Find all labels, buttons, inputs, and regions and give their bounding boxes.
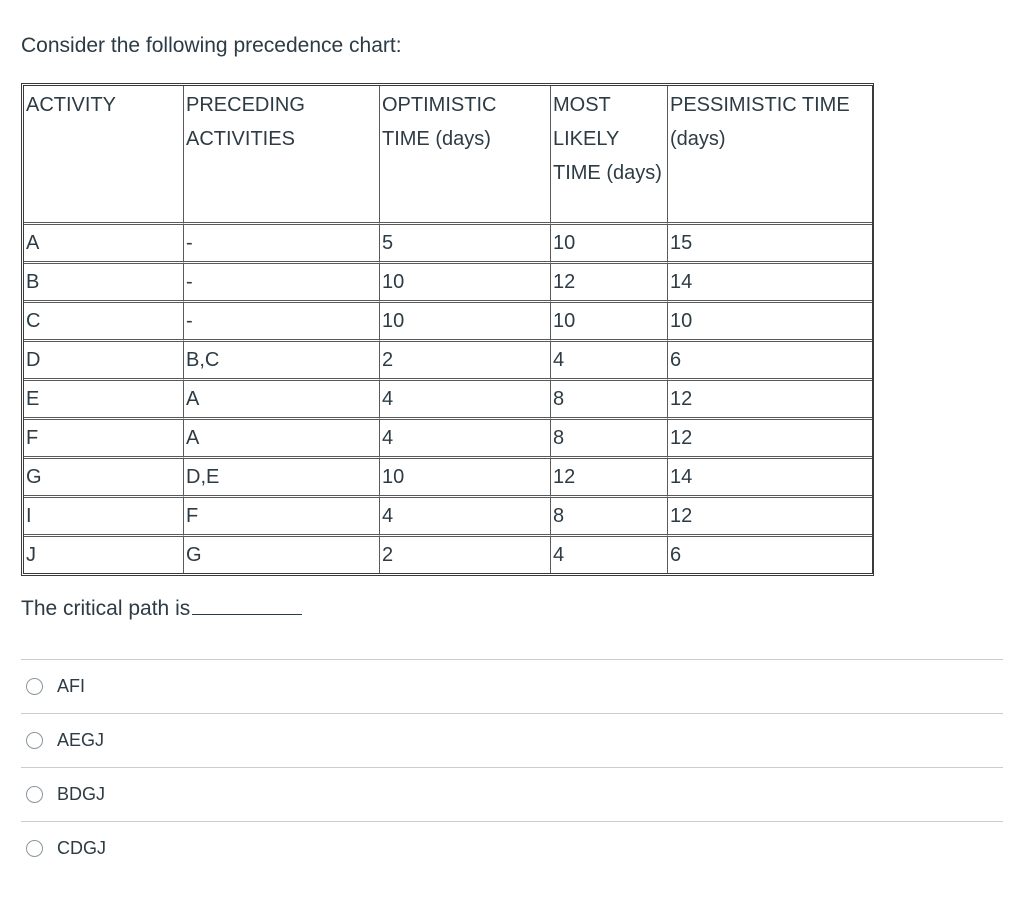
precedence-chart-table bbox=[21, 83, 874, 576]
cell-preceding: D,E bbox=[184, 459, 380, 498]
cell-pessimistic: 14 bbox=[668, 264, 872, 303]
table-row bbox=[24, 498, 872, 537]
radio-button[interactable] bbox=[26, 732, 43, 749]
header-activity: ACTIVITY bbox=[24, 86, 184, 225]
cell-optimistic: 4 bbox=[380, 498, 551, 537]
cell-activity: G bbox=[24, 459, 184, 498]
cell-most-likely: 10 bbox=[551, 303, 668, 342]
question-text: The critical path is bbox=[21, 597, 191, 620]
table-row bbox=[24, 381, 872, 420]
cell-pessimistic: 10 bbox=[668, 303, 872, 342]
answer-option-aegj[interactable] bbox=[21, 713, 1003, 767]
cell-activity: B bbox=[24, 264, 184, 303]
answer-option-bdgj[interactable] bbox=[21, 767, 1003, 821]
cell-activity: C bbox=[24, 303, 184, 342]
answer-label: AEGJ bbox=[57, 730, 105, 750]
cell-pessimistic: 12 bbox=[668, 381, 872, 420]
cell-activity: E bbox=[24, 381, 184, 420]
cell-pessimistic: 12 bbox=[668, 498, 872, 537]
cell-preceding: - bbox=[184, 303, 380, 342]
cell-activity: I bbox=[24, 498, 184, 537]
table-row bbox=[24, 303, 872, 342]
cell-pessimistic: 6 bbox=[670, 544, 682, 566]
cell-optimistic: 10 bbox=[380, 303, 551, 342]
cell-preceding: G bbox=[184, 537, 380, 573]
table-row bbox=[24, 264, 872, 303]
answer-label: AFI bbox=[57, 676, 86, 696]
cell-activity: F bbox=[24, 420, 184, 459]
table-header-row bbox=[24, 86, 872, 225]
cell-pessimistic: 14 bbox=[668, 459, 872, 498]
header-most-likely-time: MOST LIKELY TIME (days) bbox=[551, 86, 668, 225]
answer-label: BDGJ bbox=[57, 784, 106, 804]
question-intro: Consider the following precedence chart: bbox=[21, 34, 402, 57]
cell-preceding: F bbox=[184, 498, 380, 537]
cell-optimistic: 5 bbox=[380, 225, 551, 264]
header-preceding-activities: PRECEDING ACTIVITIES bbox=[184, 86, 380, 225]
cell-optimistic: 2 bbox=[380, 537, 551, 573]
cell-preceding: A bbox=[184, 420, 380, 459]
header-optimistic-time: OPTIMISTIC TIME (days) bbox=[380, 86, 551, 225]
cell-most-likely: 8 bbox=[551, 420, 668, 459]
header-pessimistic-time: PESSIMISTIC TIME (days) bbox=[668, 86, 872, 225]
radio-button[interactable] bbox=[26, 840, 43, 857]
cell-most-likely: 8 bbox=[551, 498, 668, 537]
radio-button[interactable] bbox=[26, 786, 43, 803]
cell-optimistic: 10 bbox=[380, 264, 551, 303]
cell-activity: A bbox=[24, 225, 184, 264]
answer-option-cdgj[interactable] bbox=[21, 821, 1003, 875]
table-row bbox=[24, 459, 872, 498]
cell-most-likely: 10 bbox=[551, 225, 668, 264]
cell-most-likely: 12 bbox=[551, 459, 668, 498]
cell-activity: J bbox=[24, 537, 184, 573]
cell-optimistic: 2 bbox=[380, 342, 551, 381]
cell-most-likely: 8 bbox=[551, 381, 668, 420]
cell-optimistic: 4 bbox=[380, 381, 551, 420]
cell-pessimistic: 6 bbox=[668, 342, 872, 381]
cell-optimistic: 10 bbox=[380, 459, 551, 498]
answer-option-afi[interactable] bbox=[21, 659, 1003, 713]
table-row bbox=[24, 420, 872, 459]
answer-label: CDGJ bbox=[57, 838, 106, 858]
table-row bbox=[24, 225, 872, 264]
table-row bbox=[24, 342, 872, 381]
radio-button[interactable] bbox=[26, 678, 43, 695]
cell-preceding: A bbox=[184, 381, 380, 420]
cell-activity: D bbox=[24, 342, 184, 381]
cell-most-likely: 4 bbox=[551, 537, 668, 573]
answer-choices bbox=[21, 659, 1003, 875]
cell-most-likely: 12 bbox=[551, 264, 668, 303]
cell-optimistic: 4 bbox=[380, 420, 551, 459]
cell-most-likely: 4 bbox=[551, 342, 668, 381]
cell-preceding: - bbox=[184, 225, 380, 264]
question-prompt bbox=[21, 594, 302, 621]
cell-preceding: B,C bbox=[184, 342, 380, 381]
cell-preceding: - bbox=[184, 264, 380, 303]
answer-blank bbox=[192, 594, 302, 615]
table-row bbox=[24, 537, 872, 573]
cell-pessimistic: 15 bbox=[668, 225, 872, 264]
cell-pessimistic: 12 bbox=[668, 420, 872, 459]
